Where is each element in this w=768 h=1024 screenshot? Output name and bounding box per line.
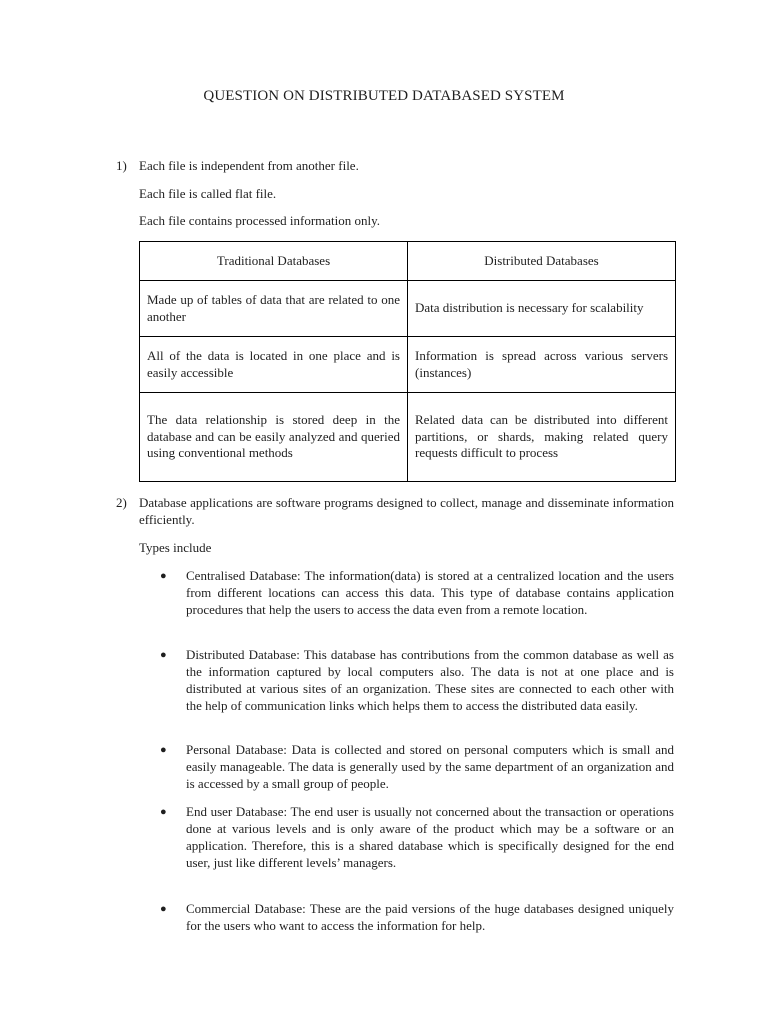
list-item-personal: Personal Database: Data is collected and stored on personal computers which is small and easily manageable. The data is generally used by the same department of an organization and is accessed by a small group of people. bbox=[186, 742, 674, 791]
table-cell: Related data can be distributed into different partitions, or shards, making related query requests difficult to process bbox=[408, 393, 676, 482]
bullet-icon: ● bbox=[160, 649, 167, 661]
table-cell: Data distribution is necessary for scalability bbox=[408, 281, 676, 337]
table-row bbox=[140, 393, 676, 482]
page-title: QUESTION ON DISTRIBUTED DATABASED SYSTEM bbox=[203, 88, 565, 104]
question-2-number: 2) bbox=[116, 495, 127, 510]
bullet-icon: ● bbox=[160, 806, 167, 818]
table-cell: The data relationship is stored deep in the database and can be easily analyzed and queried using conventional methods bbox=[140, 393, 408, 482]
table-cell: Information is spread across various servers (instances) bbox=[408, 337, 676, 393]
question-1-line-1: Each file is independent from another file. bbox=[139, 158, 359, 173]
types-label: Types include bbox=[139, 540, 212, 555]
table-header-row bbox=[140, 242, 676, 281]
table-row bbox=[140, 337, 676, 393]
table-header-distributed: Distributed Databases bbox=[408, 242, 676, 281]
question-1-line-3: Each file contains processed information only. bbox=[139, 213, 381, 228]
table-header-traditional: Traditional Databases bbox=[140, 242, 408, 281]
table-row bbox=[140, 281, 676, 337]
list-item-end-user: End user Database: The end user is usually not concerned about the transaction or operations done at various levels and is only aware of the product which may be a software or an application. Therefore, this is a shared database which is specifically designed for the end user, just like different levels’ managers. bbox=[186, 804, 674, 870]
question-1-number: 1) bbox=[116, 158, 127, 173]
question-1-line-2: Each file is called flat file. bbox=[139, 186, 277, 201]
table-cell: Made up of tables of data that are related to one another bbox=[140, 281, 408, 337]
question-2-intro: Database applications are software programs designed to collect, manage and disseminate information efficiently. bbox=[139, 495, 674, 527]
list-item-commercial: Commercial Database: These are the paid versions of the huge databases designed uniquely for the users who want to access the information for help. bbox=[186, 901, 674, 933]
bullet-icon: ● bbox=[160, 570, 167, 582]
bullet-icon: ● bbox=[160, 744, 167, 756]
comparison-table bbox=[139, 241, 676, 482]
table-cell: All of the data is located in one place and is easily accessible bbox=[140, 337, 408, 393]
list-item-centralised: Centralised Database: The information(data) is stored at a centralized location and the users from different locations can access this data. This type of database contains application procedures that help the users to access the data even from a remote location. bbox=[186, 568, 674, 617]
bullet-icon: ● bbox=[160, 903, 167, 915]
list-item-distributed: Distributed Database: This database has contributions from the common database as well as the information captured by local computers also. The data is not at one place and is distributed at various sites of an organization. These sites are connected to each other with the help of communication links which helps them to access the distributed data easily. bbox=[186, 647, 674, 713]
